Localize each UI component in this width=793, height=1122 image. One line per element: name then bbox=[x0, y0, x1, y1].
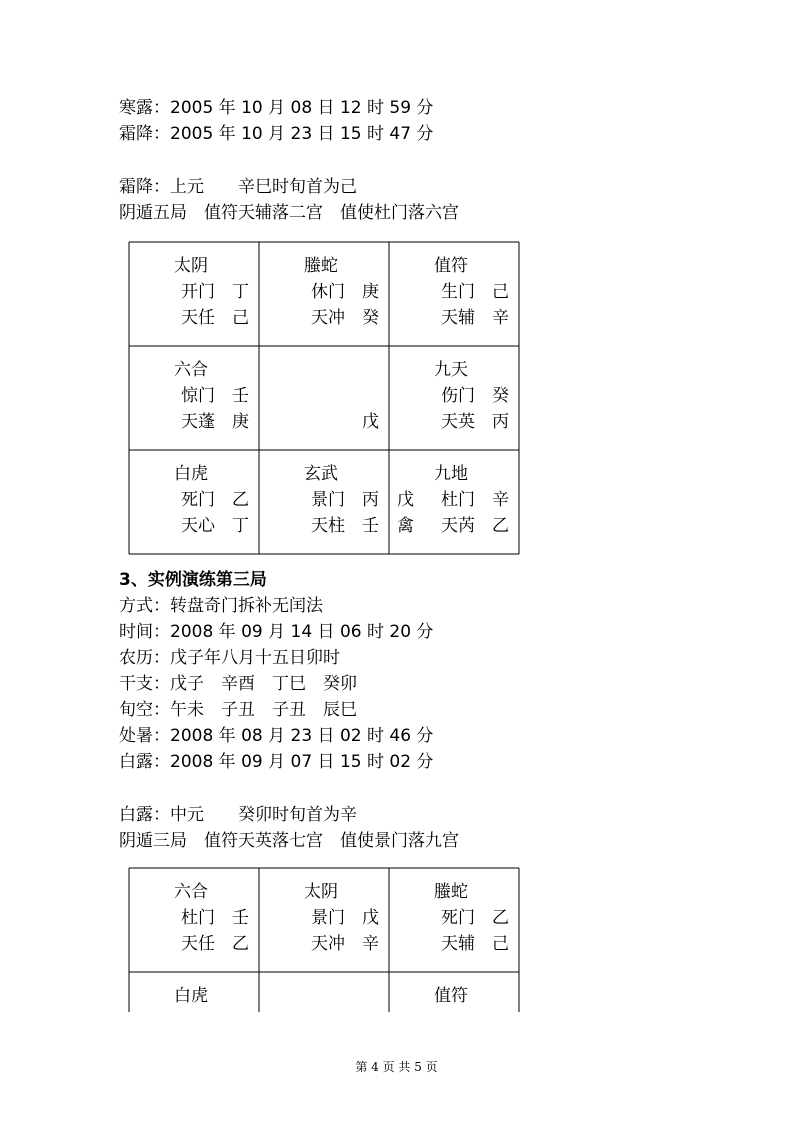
palace-deity: 六合 bbox=[174, 360, 208, 380]
palace-door: 生门 己 bbox=[441, 282, 509, 302]
palace-deity: 值符 bbox=[434, 986, 468, 1006]
palace-star: 天任 乙 bbox=[181, 934, 249, 954]
palace-star: 天冲 癸 bbox=[311, 308, 379, 328]
palace-deity: 太阴 bbox=[304, 882, 338, 902]
palace-deity: 螣蛇 bbox=[434, 882, 468, 902]
palace-star: 天辅 辛 bbox=[441, 308, 509, 328]
chart1-palace-1 bbox=[129, 253, 259, 357]
info-time-line: 时间：2008 年 09 月 14 日 06 时 20 分 bbox=[119, 622, 434, 642]
palace-door: 景门 丙 bbox=[311, 490, 379, 510]
chart2-palace-3 bbox=[389, 879, 519, 983]
yuan-line-1: 霜降：上元 辛巳时旬首为己 bbox=[119, 177, 357, 197]
info-bailu-line: 白露：2008 年 09 月 07 日 15 时 02 分 bbox=[119, 752, 434, 772]
palace-door: 死门 乙 bbox=[441, 908, 509, 928]
chart1-palace-4 bbox=[129, 357, 259, 461]
palace-deity: 值符 bbox=[434, 256, 468, 276]
yuan-line-2: 白露：中元 癸卯时旬首为辛 bbox=[119, 805, 357, 825]
chart1-palace-6 bbox=[389, 357, 519, 461]
palace-door: 伤门 癸 bbox=[441, 386, 509, 406]
palace-star: 戊 bbox=[362, 412, 379, 432]
palace-deity: 九地 bbox=[434, 464, 468, 484]
page-footer: 第 4 页 共 5 页 bbox=[355, 1060, 438, 1074]
qimen-chart-1 bbox=[127, 241, 521, 556]
ju-line-2: 阴遁三局 值符天英落七宫 值使景门落九宫 bbox=[119, 831, 459, 851]
section-heading-3: 3、实例演练第三局 bbox=[119, 570, 267, 590]
palace-side-mark: 戊 bbox=[397, 490, 414, 510]
chart1-palace-5 bbox=[259, 357, 389, 461]
jieqi-hanlu-line: 寒露：2005 年 10 月 08 日 12 时 59 分 bbox=[119, 98, 434, 118]
palace-door: 休门 庚 bbox=[311, 282, 379, 302]
info-chushu-line: 处暑：2008 年 08 月 23 日 02 时 46 分 bbox=[119, 726, 434, 746]
chart2-palace-1 bbox=[129, 879, 259, 983]
palace-deity: 玄武 bbox=[304, 464, 338, 484]
palace-door: 杜门 辛 bbox=[441, 490, 509, 510]
palace-door: 杜门 壬 bbox=[181, 908, 249, 928]
palace-star: 天英 丙 bbox=[441, 412, 509, 432]
palace-star: 天柱 壬 bbox=[311, 516, 379, 536]
palace-deity: 六合 bbox=[174, 882, 208, 902]
palace-deity: 螣蛇 bbox=[304, 256, 338, 276]
info-lunar-line: 农历：戊子年八月十五日卯时 bbox=[119, 648, 340, 668]
palace-star: 天芮 乙 bbox=[441, 516, 509, 536]
palace-star: 天心 丁 bbox=[181, 516, 249, 536]
palace-deity: 太阴 bbox=[174, 256, 208, 276]
palace-star: 天任 己 bbox=[181, 308, 249, 328]
palace-deity: 白虎 bbox=[174, 986, 208, 1006]
chart1-palace-2 bbox=[259, 253, 389, 357]
palace-door: 惊门 壬 bbox=[181, 386, 249, 406]
qimen-chart-2 bbox=[127, 867, 521, 1012]
info-xunkong-line: 旬空：午未 子丑 子丑 辰巳 bbox=[119, 700, 357, 720]
chart2-palace-2 bbox=[259, 879, 389, 983]
palace-deity: 白虎 bbox=[174, 464, 208, 484]
ju-line-1: 阴遁五局 值符天辅落二宫 值使杜门落六宫 bbox=[119, 203, 459, 223]
palace-star: 天辅 己 bbox=[441, 934, 509, 954]
chart1-palace-8 bbox=[259, 461, 389, 565]
palace-star: 天蓬 庚 bbox=[181, 412, 249, 432]
palace-star: 天冲 辛 bbox=[311, 934, 379, 954]
palace-door: 死门 乙 bbox=[181, 490, 249, 510]
chart1-palace-3 bbox=[389, 253, 519, 357]
jieqi-shuangjiang-line: 霜降：2005 年 10 月 23 日 15 时 47 分 bbox=[119, 124, 434, 144]
palace-door: 开门 丁 bbox=[181, 282, 249, 302]
info-method-line: 方式：转盘奇门拆补无闰法 bbox=[119, 596, 323, 616]
palace-side-mark: 禽 bbox=[397, 516, 414, 536]
chart1-palace-9 bbox=[389, 461, 519, 565]
palace-door: 景门 戊 bbox=[311, 908, 379, 928]
info-ganzhi-line: 干支：戊子 辛酉 丁巳 癸卯 bbox=[119, 674, 357, 694]
palace-deity: 九天 bbox=[434, 360, 468, 380]
chart1-palace-7 bbox=[129, 461, 259, 565]
